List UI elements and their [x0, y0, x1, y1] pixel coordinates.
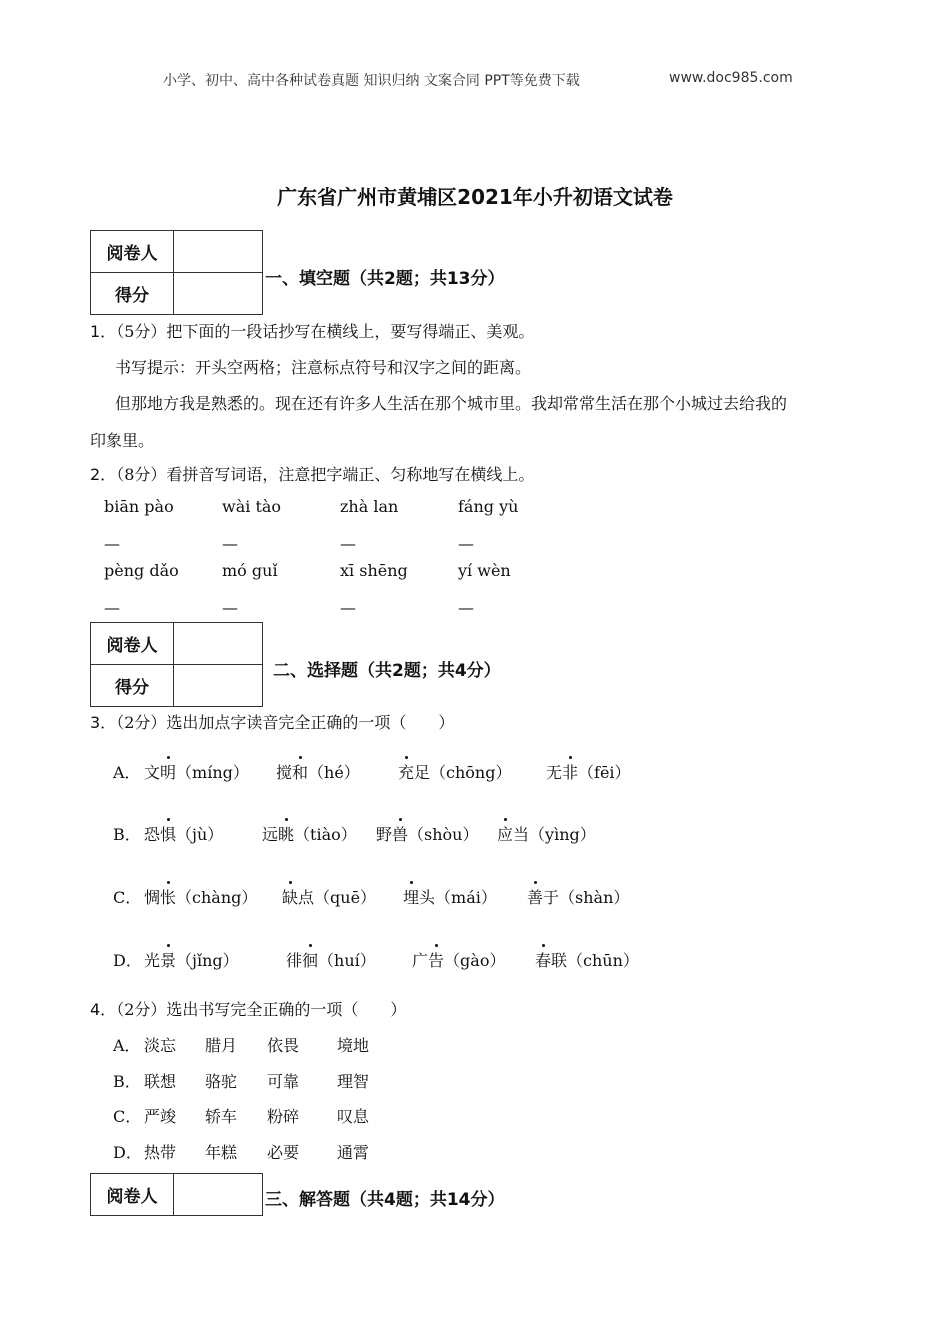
pinyin: （jǐng） [176, 951, 239, 970]
option-letter[interactable]: D． [113, 1143, 142, 1162]
option-word: 年糕 [205, 1143, 238, 1162]
dotted-char: 眺 [278, 822, 294, 845]
char: 徘 [286, 951, 303, 970]
option-word: 依畏 [267, 1036, 300, 1055]
pinyin-item: xī shēng [340, 561, 408, 580]
pinyin: （fēi） [578, 763, 631, 782]
answer-blank[interactable]: — [458, 598, 474, 617]
pinyin: （gào） [444, 951, 506, 970]
char: 恐 [144, 825, 161, 844]
dotted-char: 非 [562, 760, 578, 783]
char: 野 [376, 825, 393, 844]
reviewer-label: 阅卷人 [91, 1174, 174, 1216]
dotted-char: 充 [398, 760, 414, 783]
option-word [535, 948, 639, 971]
option-word [497, 822, 596, 845]
option-word: 通霄 [337, 1143, 370, 1162]
reviewer-label: 阅卷人 [91, 623, 174, 665]
dotted-char: 明 [160, 760, 176, 783]
dotted-char: 应 [497, 822, 513, 845]
answer-blank[interactable]: — [222, 534, 238, 553]
pinyin-item: yí wèn [458, 561, 511, 580]
question-text: （2分）选出书写完全正确的一项（ ） [116, 1000, 407, 1019]
option-word [412, 948, 505, 971]
exam-title: 广东省广州市黄埔区2021年小升初语文试卷 [277, 185, 673, 209]
option-word: 必要 [267, 1143, 300, 1162]
option-word: 粉碎 [267, 1107, 300, 1126]
option-word [376, 822, 479, 845]
pinyin: （jù） [176, 825, 224, 844]
option-letter[interactable]: A． [113, 763, 141, 782]
question-3 [90, 710, 454, 733]
pinyin-item: biān pào [104, 497, 174, 516]
dotted-char: 告 [428, 948, 444, 971]
dotted-char: 怅 [160, 885, 176, 908]
option-word: 严竣 [144, 1107, 177, 1126]
pinyin: （hé） [308, 763, 360, 782]
pinyin: （shàn） [559, 888, 630, 907]
option-letter[interactable]: B． [113, 1072, 141, 1091]
option-word [403, 885, 497, 908]
char: 文 [144, 763, 161, 782]
pinyin: （mái） [435, 888, 497, 907]
pinyin: （tiào） [294, 825, 357, 844]
answer-blank[interactable]: — [104, 598, 120, 617]
pinyin-item: fáng yù [458, 497, 519, 516]
dotted-char: 徊 [302, 948, 318, 971]
char: 足 [414, 763, 431, 782]
question-text: （8分）看拼音写词语，注意把字端正、匀称地写在横线上。 [116, 465, 535, 484]
pinyin-item: pèng dǎo [104, 561, 179, 580]
section-heading-1: 一、填空题（共2题；共13分） [265, 269, 505, 289]
question-number: 1． [90, 322, 117, 341]
option-word: 可靠 [267, 1072, 300, 1091]
option-word: 境地 [337, 1036, 370, 1055]
option-word: 联想 [144, 1072, 177, 1091]
char: 广 [412, 951, 429, 970]
pinyin-item: zhà lan [340, 497, 399, 516]
answer-blank[interactable]: — [222, 598, 238, 617]
option-word: 叹息 [337, 1107, 370, 1126]
score-label: 得分 [91, 273, 174, 315]
pinyin-item: wài tào [222, 497, 282, 516]
option-word [527, 885, 629, 908]
answer-blank[interactable]: — [104, 534, 120, 553]
reviewer-blank [174, 1174, 263, 1216]
pinyin-item: mó guǐ [222, 561, 278, 580]
answer-blank[interactable]: — [458, 534, 474, 553]
dotted-char: 春 [535, 948, 551, 971]
question-text: （2分）选出加点字读音完全正确的一项（ ） [116, 713, 455, 732]
option-word: 热带 [144, 1143, 177, 1162]
option-word [546, 760, 631, 783]
pinyin: （chūn） [567, 951, 639, 970]
score-blank [174, 273, 263, 315]
option-letter[interactable]: A． [113, 1036, 141, 1055]
pinyin: （chàng） [176, 888, 258, 907]
header-site-link[interactable]: www.doc985.com [669, 70, 793, 86]
option-word [398, 760, 511, 783]
pinyin: （míng） [176, 763, 249, 782]
option-word [144, 760, 249, 783]
option-letter[interactable]: D． [113, 951, 142, 970]
dotted-char: 埋 [403, 885, 419, 908]
char: 无 [546, 763, 563, 782]
q1-passage-line1: 但那地方我是熟悉的。现在还有许多人生活在那个城市里。我却常常生活在那个小城过去给我的 [115, 394, 788, 413]
option-letter[interactable]: C． [113, 1107, 142, 1126]
question-number: 4． [90, 1000, 117, 1019]
option-word: 淡忘 [144, 1036, 177, 1055]
question-2 [90, 462, 534, 485]
score-blank [174, 665, 263, 707]
reviewer-blank [174, 231, 263, 273]
char: 头 [419, 888, 436, 907]
option-word [276, 760, 360, 783]
question-number: 2． [90, 465, 117, 484]
section-heading-3: 三、解答题（共4题；共14分） [265, 1190, 505, 1210]
reviewer-label: 阅卷人 [91, 231, 174, 273]
header-tagline: 小学、初中、高中各种试卷真题 知识归纳 文案合同 PPT等免费下载 [163, 73, 580, 89]
question-4 [90, 997, 406, 1020]
char: 当 [513, 825, 530, 844]
option-word [144, 822, 223, 845]
pinyin: （yìng） [529, 825, 596, 844]
option-word [286, 948, 376, 971]
option-word: 骆驼 [205, 1072, 238, 1091]
dotted-char: 善 [527, 885, 543, 908]
question-1 [90, 319, 534, 342]
option-word [144, 885, 257, 908]
answer-blank[interactable]: — [340, 534, 356, 553]
question-text: （5分）把下面的一段话抄写在横线上，要写得端正、美观。 [116, 322, 535, 341]
option-word: 腊月 [205, 1036, 238, 1055]
pinyin: （chōng） [430, 763, 512, 782]
dotted-char: 和 [292, 760, 308, 783]
question-number: 3． [90, 713, 117, 732]
dotted-char: 惧 [160, 822, 176, 845]
dotted-char: 兽 [392, 822, 408, 845]
pinyin: （shòu） [408, 825, 479, 844]
char: 惆 [144, 888, 161, 907]
dotted-char: 景 [160, 948, 176, 971]
char: 联 [551, 951, 568, 970]
section-heading-2: 二、选择题（共2题；共4分） [273, 661, 501, 681]
option-word: 轿车 [205, 1107, 238, 1126]
char: 搅 [276, 763, 293, 782]
score-box-2 [90, 622, 263, 707]
pinyin: （quē） [314, 888, 377, 907]
char: 于 [543, 888, 560, 907]
score-label: 得分 [91, 665, 174, 707]
option-word [144, 948, 239, 971]
dotted-char: 缺 [282, 885, 298, 908]
option-letter[interactable]: C． [113, 888, 142, 907]
char: 点 [298, 888, 315, 907]
char: 光 [144, 951, 161, 970]
q1-hint: 书写提示：开头空两格；注意标点符号和汉字之间的距离。 [115, 358, 532, 377]
option-word [262, 822, 357, 845]
pinyin: （huí） [318, 951, 376, 970]
score-box-3 [90, 1173, 263, 1216]
char: 远 [262, 825, 279, 844]
reviewer-blank [174, 623, 263, 665]
option-word: 理智 [337, 1072, 370, 1091]
option-letter[interactable]: B． [113, 825, 141, 844]
q1-passage-line2: 印象里。 [90, 431, 155, 450]
answer-blank[interactable]: — [340, 598, 356, 617]
option-word [282, 885, 376, 908]
score-box-1 [90, 230, 263, 315]
